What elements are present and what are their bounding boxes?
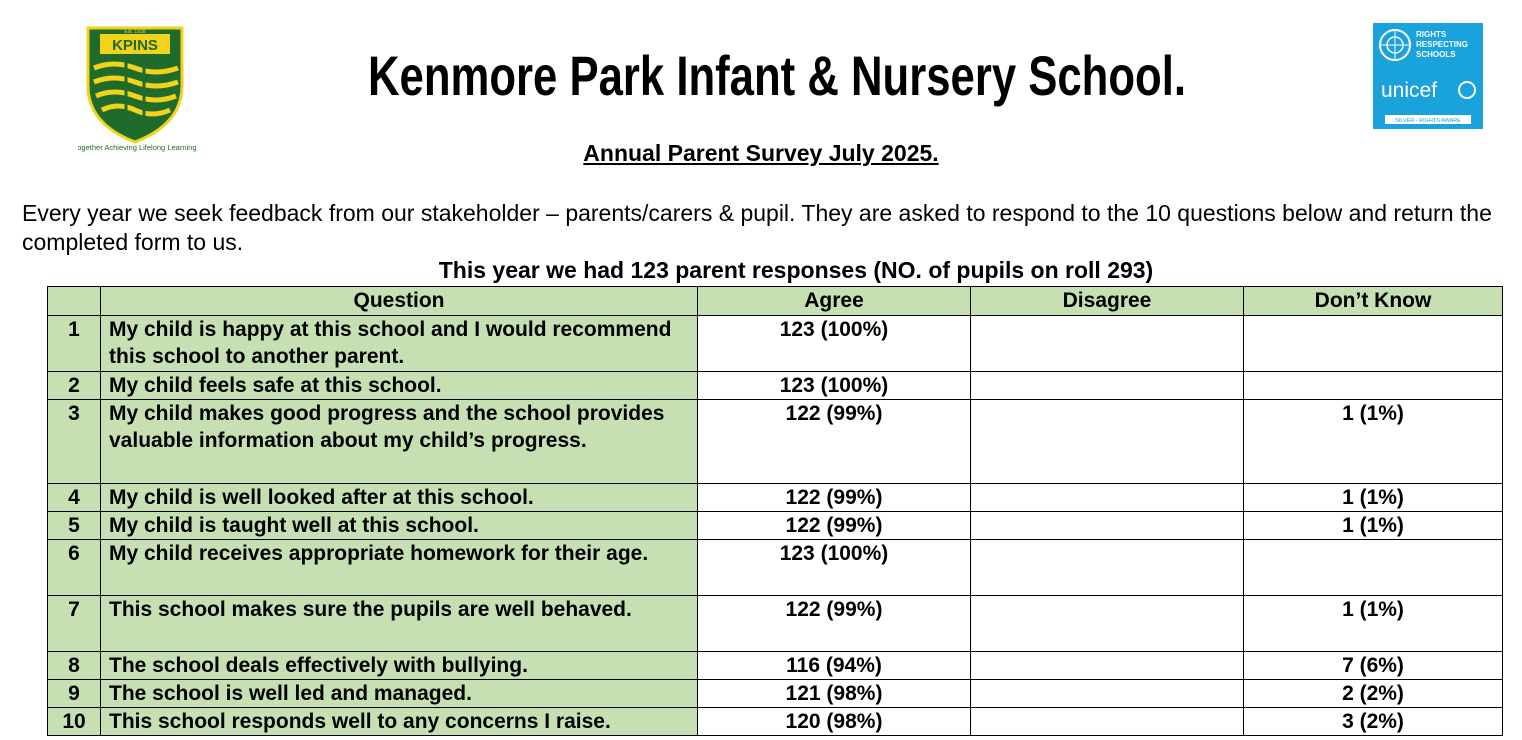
col-number-header [48, 287, 101, 316]
row-number: 4 [48, 484, 101, 512]
table-row [48, 316, 1503, 372]
school-name: Kenmore Park Infant & Nursery School. [368, 44, 1187, 107]
dont-know-cell [1244, 372, 1503, 400]
agree-cell: 123 (100%) [698, 540, 971, 596]
row-number: 7 [48, 596, 101, 652]
dont-know-cell [1244, 316, 1503, 372]
table-row [48, 540, 1503, 596]
responses-summary: This year we had 123 parent responses (NO. of pupils on roll 293) [438, 257, 1154, 283]
dont-know-cell: 2 (2%) [1244, 680, 1503, 708]
disagree-cell [971, 680, 1244, 708]
dont-know-cell: 1 (1%) [1244, 596, 1503, 652]
table-header-row [48, 287, 1503, 316]
disagree-cell [971, 652, 1244, 680]
agree-cell: 116 (94%) [698, 652, 971, 680]
table-row [48, 652, 1503, 680]
unicef-wordmark: unicef [1381, 79, 1438, 102]
dont-know-cell: 1 (1%) [1244, 484, 1503, 512]
question-text: This school makes sure the pupils are well behaved. [101, 596, 698, 652]
agree-cell: 122 (99%) [698, 512, 971, 540]
row-number: 8 [48, 652, 101, 680]
dont-know-cell: 7 (6%) [1244, 652, 1503, 680]
school-crest-icon [78, 24, 196, 152]
table-row [48, 400, 1503, 484]
disagree-cell [971, 484, 1244, 512]
dont-know-cell: 1 (1%) [1244, 512, 1503, 540]
table-row [48, 596, 1503, 652]
dont-know-cell: 3 (2%) [1244, 708, 1503, 736]
question-text: My child is well looked after at this school. [101, 484, 698, 512]
agree-cell: 123 (100%) [698, 372, 971, 400]
table-row [48, 512, 1503, 540]
agree-cell: 121 (98%) [698, 680, 971, 708]
survey-results-table [47, 286, 1503, 736]
disagree-cell [971, 372, 1244, 400]
unicef-award-level: SILVER - RIGHTS AWARE [1395, 118, 1461, 124]
agree-cell: 122 (99%) [698, 484, 971, 512]
survey-title: Annual Parent Survey July 2025. [583, 140, 939, 166]
agree-cell: 123 (100%) [698, 316, 971, 372]
agree-cell: 122 (99%) [698, 400, 971, 484]
row-number: 9 [48, 680, 101, 708]
dont-know-cell [1244, 540, 1503, 596]
agree-cell: 122 (99%) [698, 596, 971, 652]
question-text: My child is happy at this school and I would recommend this school to another parent. [101, 316, 698, 372]
unicef-badge-icon [1373, 23, 1483, 129]
row-number: 6 [48, 540, 101, 596]
dont-know-cell: 1 (1%) [1244, 400, 1503, 484]
disagree-cell [971, 596, 1244, 652]
crest-label: KPINS [112, 37, 158, 54]
disagree-cell [971, 512, 1244, 540]
question-text: My child makes good progress and the school provides valuable information about my child’s progress. [101, 400, 698, 484]
col-dont-know-header: Don’t Know [1244, 287, 1503, 316]
disagree-cell [971, 400, 1244, 484]
row-number: 5 [48, 512, 101, 540]
row-number: 1 [48, 316, 101, 372]
disagree-cell [971, 316, 1244, 372]
table-row [48, 372, 1503, 400]
unicef-rights-respecting-logo [1373, 23, 1483, 129]
table-row [48, 680, 1503, 708]
table-row [48, 484, 1503, 512]
crest-est: Est. 1938 [124, 29, 146, 35]
rrs-line-2: RESPECTING [1416, 40, 1469, 49]
rrs-line-3: SCHOOLS [1416, 50, 1456, 59]
crest-motto: Together Achieving Lifelong Learning [78, 143, 196, 152]
row-number: 3 [48, 400, 101, 484]
question-text: The school is well led and managed. [101, 680, 698, 708]
question-text: This school responds well to any concerns I raise. [101, 708, 698, 736]
question-text: My child is taught well at this school. [101, 512, 698, 540]
row-number: 10 [48, 708, 101, 736]
question-text: The school deals effectively with bullying. [101, 652, 698, 680]
agree-cell: 120 (98%) [698, 708, 971, 736]
question-text: My child receives appropriate homework for their age. [101, 540, 698, 596]
kpins-crest-logo [78, 24, 196, 152]
col-question-header: Question [101, 287, 698, 316]
row-number: 2 [48, 372, 101, 400]
table-row [48, 708, 1503, 736]
col-disagree-header: Disagree [971, 287, 1244, 316]
rrs-line-1: RIGHTS [1416, 30, 1447, 39]
col-agree-header: Agree [698, 287, 971, 316]
question-text: My child feels safe at this school. [101, 372, 698, 400]
disagree-cell [971, 708, 1244, 736]
disagree-cell [971, 540, 1244, 596]
intro-text: Every year we seek feedback from our stakeholder – parents/carers & pupil. They are asked to respond to the 10 questions below and return the completed form to us. [22, 200, 1492, 255]
